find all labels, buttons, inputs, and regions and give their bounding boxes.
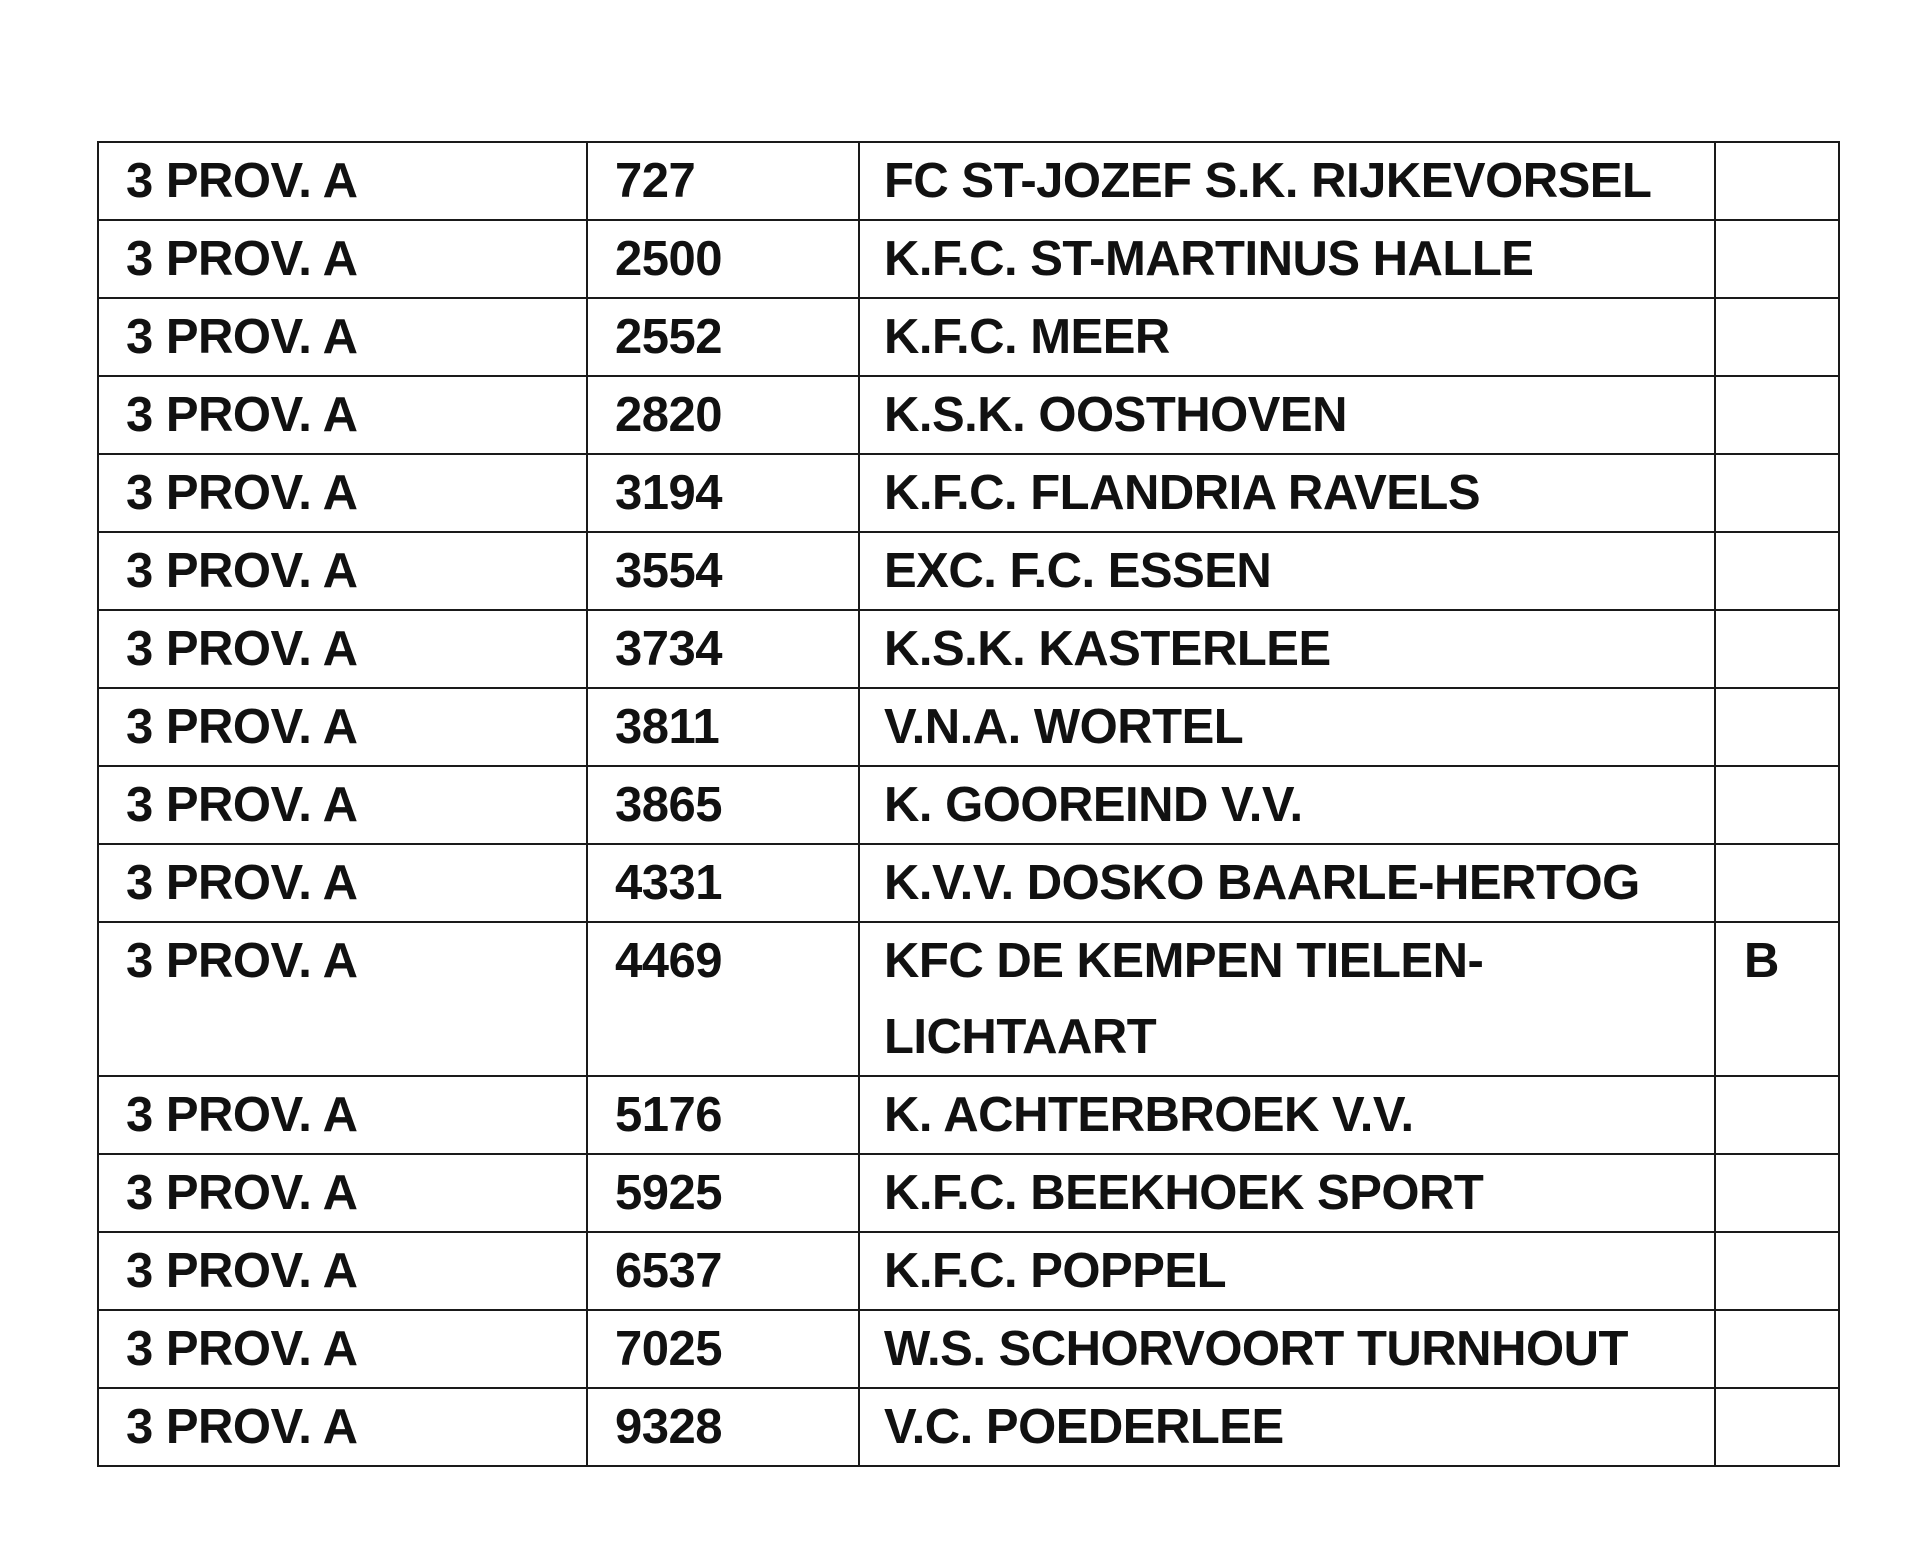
- table-row: [98, 1388, 1839, 1466]
- note-cell: [1715, 1076, 1839, 1154]
- table-row: [98, 454, 1839, 532]
- club-name-cell: K. ACHTERBROEK V.V.: [859, 1076, 1715, 1154]
- club-number-cell: 3194: [587, 454, 859, 532]
- club-name-cell: K.S.K. OOSTHOVEN: [859, 376, 1715, 454]
- club-number-cell: 2552: [587, 298, 859, 376]
- table-row: [98, 610, 1839, 688]
- club-number-cell: 2500: [587, 220, 859, 298]
- table-row: [98, 688, 1839, 766]
- club-number-cell: 6537: [587, 1232, 859, 1310]
- table-row: [98, 220, 1839, 298]
- division-cell: 3 PROV. A: [98, 1310, 587, 1388]
- division-cell: 3 PROV. A: [98, 688, 587, 766]
- note-cell: [1715, 844, 1839, 922]
- note-cell: [1715, 1232, 1839, 1310]
- club-name-line-1: KFC DE KEMPEN TIELEN-: [884, 934, 1484, 988]
- division-cell: 3 PROV. A: [98, 532, 587, 610]
- club-table: [97, 141, 1840, 1467]
- club-number-cell: 3734: [587, 610, 859, 688]
- division-cell: 3 PROV. A: [98, 844, 587, 922]
- club-name-cell: [859, 922, 1715, 1076]
- division-cell: 3 PROV. A: [98, 1154, 587, 1232]
- club-name-cell: V.C. POEDERLEE: [859, 1388, 1715, 1466]
- club-name-cell: W.S. SCHORVOORT TURNHOUT: [859, 1310, 1715, 1388]
- table-row: [98, 298, 1839, 376]
- table-row: [98, 922, 1839, 1076]
- club-name-cell: K. GOOREIND V.V.: [859, 766, 1715, 844]
- club-name-cell: K.F.C. ST-MARTINUS HALLE: [859, 220, 1715, 298]
- table-row: [98, 532, 1839, 610]
- note-cell: [1715, 532, 1839, 610]
- note-cell: [1715, 298, 1839, 376]
- note-cell: [1715, 1154, 1839, 1232]
- club-name-cell: EXC. F.C. ESSEN: [859, 532, 1715, 610]
- note-cell: B: [1715, 922, 1839, 1076]
- club-name-cell: FC ST-JOZEF S.K. RIJKEVORSEL: [859, 142, 1715, 220]
- note-cell: [1715, 610, 1839, 688]
- division-cell: 3 PROV. A: [98, 1076, 587, 1154]
- division-cell: 3 PROV. A: [98, 922, 587, 1076]
- club-number-cell: 5176: [587, 1076, 859, 1154]
- club-name-cell: K.S.K. KASTERLEE: [859, 610, 1715, 688]
- club-name-cell: K.V.V. DOSKO BAARLE-HERTOG: [859, 844, 1715, 922]
- note-cell: [1715, 454, 1839, 532]
- club-number-cell: 9328: [587, 1388, 859, 1466]
- club-name-line-2: LICHTAART: [884, 1010, 1157, 1064]
- table-row: [98, 142, 1839, 220]
- note-cell: [1715, 688, 1839, 766]
- note-cell: [1715, 1310, 1839, 1388]
- table-row: [98, 1310, 1839, 1388]
- table-row: [98, 1076, 1839, 1154]
- club-number-cell: 4331: [587, 844, 859, 922]
- club-number-cell: 2820: [587, 376, 859, 454]
- club-list-sheet: [97, 141, 1840, 1467]
- club-name-cell: K.F.C. FLANDRIA RAVELS: [859, 454, 1715, 532]
- table-row: [98, 376, 1839, 454]
- club-name-cell: V.N.A. WORTEL: [859, 688, 1715, 766]
- note-cell: [1715, 766, 1839, 844]
- club-number-cell: 3554: [587, 532, 859, 610]
- club-number-cell: 3811: [587, 688, 859, 766]
- division-cell: 3 PROV. A: [98, 298, 587, 376]
- division-cell: 3 PROV. A: [98, 1232, 587, 1310]
- table-row: [98, 1232, 1839, 1310]
- table-row: [98, 766, 1839, 844]
- note-cell: [1715, 376, 1839, 454]
- club-number-cell: 7025: [587, 1310, 859, 1388]
- division-cell: 3 PROV. A: [98, 610, 587, 688]
- division-cell: 3 PROV. A: [98, 376, 587, 454]
- club-number-cell: 3865: [587, 766, 859, 844]
- division-cell: 3 PROV. A: [98, 766, 587, 844]
- division-cell: 3 PROV. A: [98, 1388, 587, 1466]
- club-name-cell: K.F.C. MEER: [859, 298, 1715, 376]
- club-number-cell: 727: [587, 142, 859, 220]
- club-name-cell: K.F.C. POPPEL: [859, 1232, 1715, 1310]
- note-cell: [1715, 220, 1839, 298]
- club-number-cell: 5925: [587, 1154, 859, 1232]
- table-row: [98, 1154, 1839, 1232]
- note-cell: [1715, 142, 1839, 220]
- division-cell: 3 PROV. A: [98, 142, 587, 220]
- club-number-cell: 4469: [587, 922, 859, 1076]
- division-cell: 3 PROV. A: [98, 220, 587, 298]
- club-name-cell: K.F.C. BEEKHOEK SPORT: [859, 1154, 1715, 1232]
- note-cell: [1715, 1388, 1839, 1466]
- division-cell: 3 PROV. A: [98, 454, 587, 532]
- table-row: [98, 844, 1839, 922]
